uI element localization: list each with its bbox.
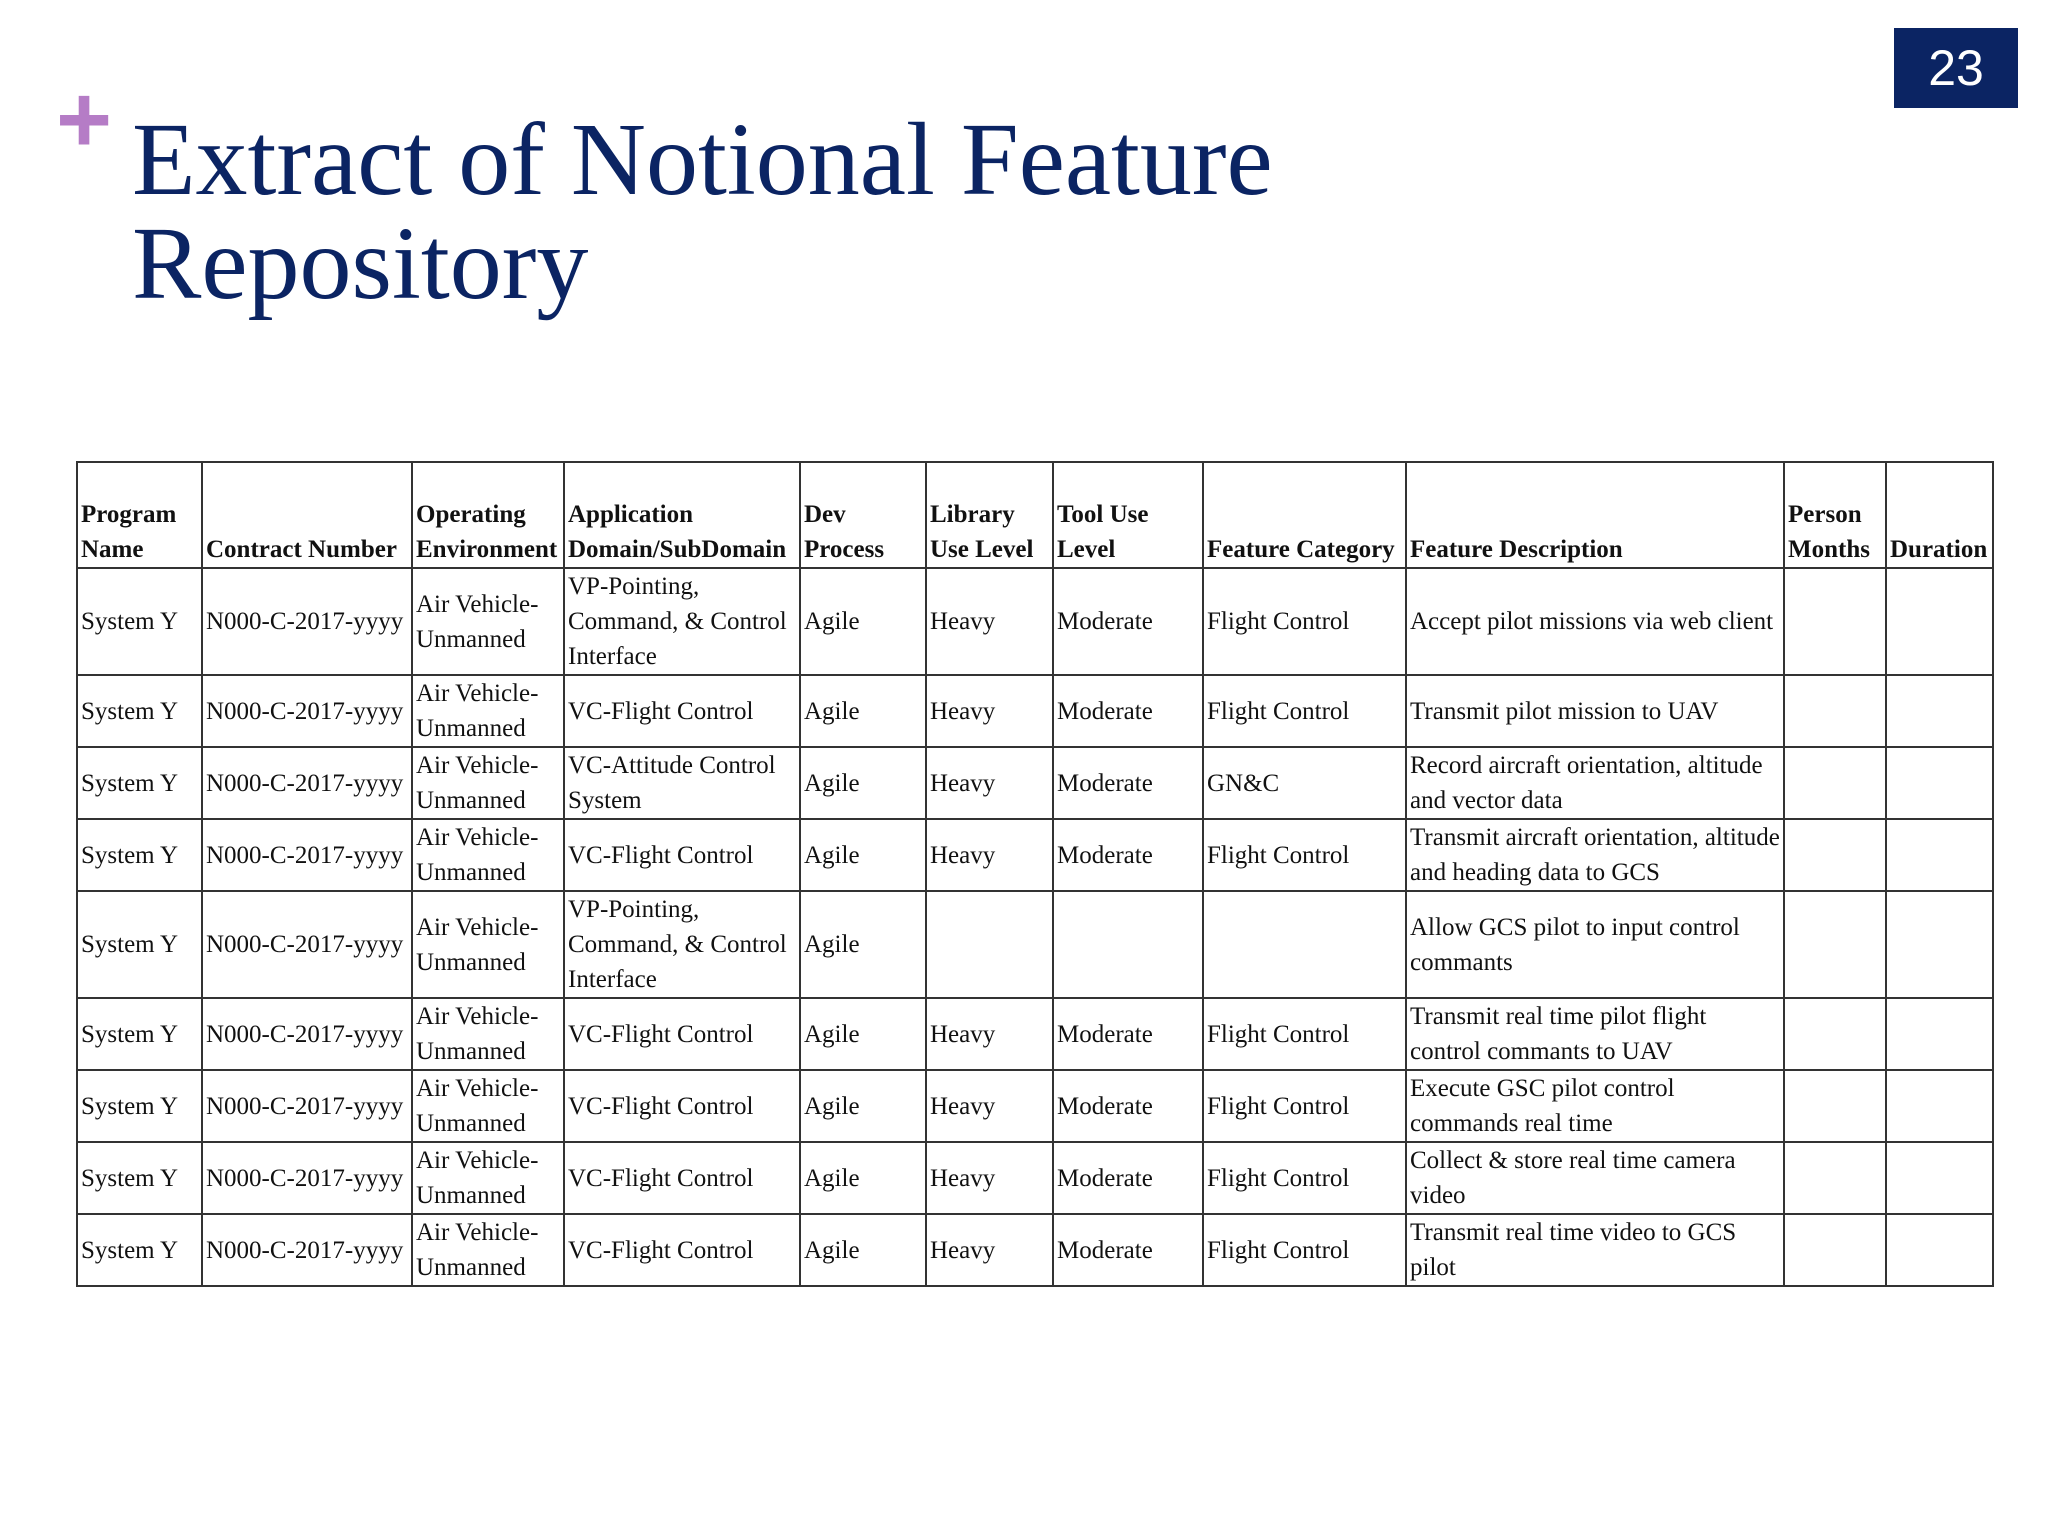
cell-contract-number: N000-C-2017-yyyy [202,891,412,998]
column-header-tool-use-level: Tool Use Level [1053,462,1203,568]
table-row [77,675,1993,747]
cell-contract-number: N000-C-2017-yyyy [202,1070,412,1142]
cell-duration [1886,747,1993,819]
cell-library-use-level: Heavy [926,1142,1053,1214]
cell-program-name: System Y [77,1214,202,1286]
cell-tool-use-level: Moderate [1053,747,1203,819]
feature-repository-table-container [76,461,1992,1287]
column-header-feature-description: Feature Description [1406,462,1784,568]
cell-feature-category: Flight Control [1203,998,1406,1070]
cell-feature-description: Record aircraft orientation, altitude and vector data [1406,747,1784,819]
cell-tool-use-level: Moderate [1053,998,1203,1070]
cell-feature-category: GN&C [1203,747,1406,819]
cell-duration [1886,998,1993,1070]
cell-dev-process: Agile [800,891,926,998]
cell-application-domain: VC-Flight Control [564,675,800,747]
cell-contract-number: N000-C-2017-yyyy [202,568,412,675]
cell-dev-process: Agile [800,568,926,675]
cell-contract-number: N000-C-2017-yyyy [202,675,412,747]
cell-feature-category: Flight Control [1203,1142,1406,1214]
table-body [77,568,1993,1286]
cell-operating-environment: Air Vehicle-Unmanned [412,1070,564,1142]
cell-feature-category: Flight Control [1203,675,1406,747]
cell-duration [1886,568,1993,675]
table-row [77,747,1993,819]
cell-dev-process: Agile [800,1214,926,1286]
cell-duration [1886,819,1993,891]
column-header-program-name: Program Name [77,462,202,568]
table-row [77,1070,1993,1142]
cell-program-name: System Y [77,1070,202,1142]
cell-feature-category: Flight Control [1203,1214,1406,1286]
table-header-row [77,462,1993,568]
cell-feature-category: Flight Control [1203,819,1406,891]
cell-operating-environment: Air Vehicle-Unmanned [412,998,564,1070]
cell-program-name: System Y [77,568,202,675]
cell-feature-description: Transmit real time pilot flight control commants to UAV [1406,998,1784,1070]
cell-person-months [1784,675,1886,747]
column-header-library-use-level: Library Use Level [926,462,1053,568]
slide-title: Extract of Notional Feature Repository [132,102,1273,321]
table-row [77,1214,1993,1286]
cell-library-use-level: Heavy [926,998,1053,1070]
cell-contract-number: N000-C-2017-yyyy [202,1142,412,1214]
column-header-duration: Duration [1886,462,1993,568]
cell-duration [1886,675,1993,747]
cell-program-name: System Y [77,819,202,891]
cell-dev-process: Agile [800,819,926,891]
cell-person-months [1784,891,1886,998]
cell-library-use-level: Heavy [926,819,1053,891]
cell-application-domain: VC-Flight Control [564,1070,800,1142]
cell-program-name: System Y [77,998,202,1070]
cell-application-domain: VC-Attitude Control System [564,747,800,819]
cell-application-domain: VP-Pointing, Command, & Control Interface [564,568,800,675]
cell-library-use-level [926,891,1053,998]
cell-contract-number: N000-C-2017-yyyy [202,998,412,1070]
cell-feature-description: Execute GSC pilot control commands real time [1406,1070,1784,1142]
table-row [77,819,1993,891]
cell-person-months [1784,998,1886,1070]
plus-icon: + [56,66,113,173]
cell-feature-description: Allow GCS pilot to input control commants [1406,891,1784,998]
cell-library-use-level: Heavy [926,675,1053,747]
column-header-dev-process: Dev Process [800,462,926,568]
cell-program-name: System Y [77,675,202,747]
cell-dev-process: Agile [800,998,926,1070]
cell-application-domain: VC-Flight Control [564,1214,800,1286]
table-row [77,568,1993,675]
cell-person-months [1784,1142,1886,1214]
cell-operating-environment: Air Vehicle-Unmanned [412,747,564,819]
cell-person-months [1784,1214,1886,1286]
cell-feature-description: Transmit real time video to GCS pilot [1406,1214,1784,1286]
cell-program-name: System Y [77,1142,202,1214]
cell-dev-process: Agile [800,675,926,747]
cell-dev-process: Agile [800,1142,926,1214]
cell-operating-environment: Air Vehicle-Unmanned [412,891,564,998]
cell-feature-description: Transmit pilot mission to UAV [1406,675,1784,747]
cell-program-name: System Y [77,747,202,819]
cell-person-months [1784,747,1886,819]
column-header-contract-number: Contract Number [202,462,412,568]
cell-application-domain: VP-Pointing, Command, & Control Interface [564,891,800,998]
cell-operating-environment: Air Vehicle-Unmanned [412,819,564,891]
cell-feature-description: Accept pilot missions via web client [1406,568,1784,675]
cell-feature-description: Transmit aircraft orientation, altitude and heading data to GCS [1406,819,1784,891]
cell-feature-description: Collect & store real time camera video [1406,1142,1784,1214]
cell-library-use-level: Heavy [926,1070,1053,1142]
cell-feature-category: Flight Control [1203,568,1406,675]
cell-library-use-level: Heavy [926,747,1053,819]
cell-operating-environment: Air Vehicle-Unmanned [412,675,564,747]
cell-person-months [1784,568,1886,675]
cell-tool-use-level [1053,891,1203,998]
cell-operating-environment: Air Vehicle-Unmanned [412,568,564,675]
column-header-operating-environment: Operating Environment [412,462,564,568]
cell-duration [1886,1142,1993,1214]
cell-contract-number: N000-C-2017-yyyy [202,1214,412,1286]
cell-duration [1886,1214,1993,1286]
cell-tool-use-level: Moderate [1053,819,1203,891]
cell-contract-number: N000-C-2017-yyyy [202,819,412,891]
cell-person-months [1784,1070,1886,1142]
cell-application-domain: VC-Flight Control [564,1142,800,1214]
page-number-badge: 23 [1894,28,2018,108]
cell-operating-environment: Air Vehicle-Unmanned [412,1142,564,1214]
feature-repository-table [76,461,1994,1287]
cell-dev-process: Agile [800,1070,926,1142]
cell-duration [1886,891,1993,998]
cell-library-use-level: Heavy [926,1214,1053,1286]
cell-feature-category [1203,891,1406,998]
table-row [77,998,1993,1070]
cell-contract-number: N000-C-2017-yyyy [202,747,412,819]
table-row [77,891,1993,998]
cell-tool-use-level: Moderate [1053,1214,1203,1286]
cell-feature-category: Flight Control [1203,1070,1406,1142]
table-row [77,1142,1993,1214]
cell-tool-use-level: Moderate [1053,1070,1203,1142]
cell-person-months [1784,819,1886,891]
cell-operating-environment: Air Vehicle-Unmanned [412,1214,564,1286]
cell-library-use-level: Heavy [926,568,1053,675]
cell-dev-process: Agile [800,747,926,819]
cell-tool-use-level: Moderate [1053,1142,1203,1214]
column-header-application-domain: Application Domain/SubDomain [564,462,800,568]
cell-program-name: System Y [77,891,202,998]
cell-tool-use-level: Moderate [1053,568,1203,675]
cell-application-domain: VC-Flight Control [564,998,800,1070]
cell-duration [1886,1070,1993,1142]
cell-tool-use-level: Moderate [1053,675,1203,747]
cell-application-domain: VC-Flight Control [564,819,800,891]
column-header-feature-category: Feature Category [1203,462,1406,568]
column-header-person-months: Person Months [1784,462,1886,568]
